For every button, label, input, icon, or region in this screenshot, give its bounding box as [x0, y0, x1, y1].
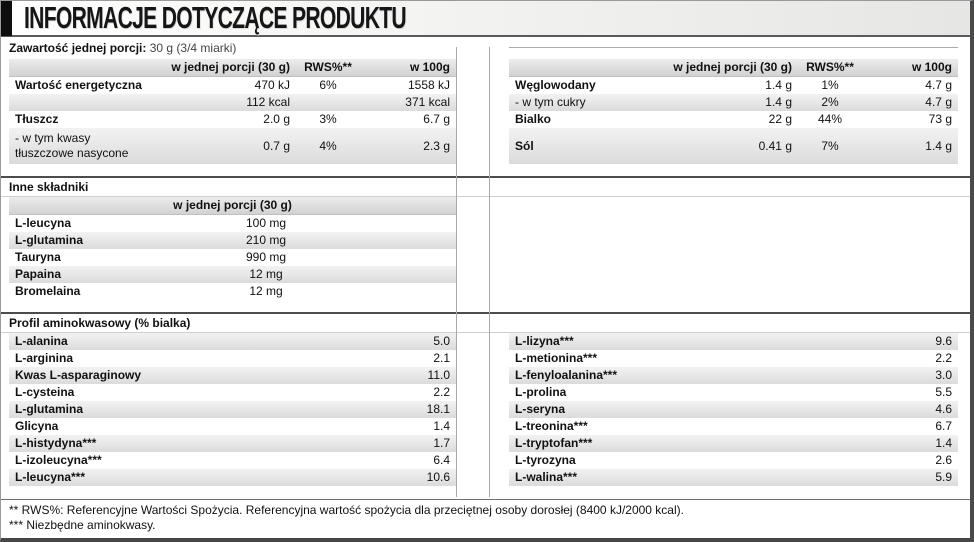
value-per-100g: 4.7 g — [925, 95, 952, 109]
row-label: L-glutamina — [15, 233, 83, 247]
serving-size-row — [1, 37, 970, 59]
page-title: INFORMACJE DOTYCZĄCE PRODUKTU — [24, 0, 406, 35]
table-row — [509, 469, 958, 486]
value-rws: 6% — [319, 78, 337, 92]
table-row — [509, 128, 958, 164]
row-label: L-leucyna — [15, 216, 72, 230]
table-row — [9, 333, 456, 350]
other-ingredients-section — [1, 176, 970, 300]
row-label: Bromelaina — [15, 284, 81, 298]
table-row — [9, 350, 456, 367]
value-rws: 4% — [319, 138, 337, 153]
footnote: ** RWS%: Referencyjne Wartości Spożycia. Referencyjna wartość spożycia dla przeciętnej osoby dorosłej (8400 kJ/2000 kcal). — [9, 503, 684, 517]
row-label: L-treonina*** — [515, 419, 588, 433]
row-value: 5.9 — [935, 470, 952, 484]
nutrition-table-left — [9, 59, 456, 164]
row-value: 1.4 — [935, 436, 952, 450]
row-label: L-tyrozyna — [515, 453, 576, 467]
row-label: L-izoleucyna*** — [15, 453, 102, 467]
table-row — [9, 128, 456, 164]
row-value: 12 mg — [249, 284, 283, 298]
row-label: Kwas L-asparaginowy — [15, 368, 142, 382]
title-bar — [1, 1, 970, 37]
table-row — [9, 215, 456, 232]
row-label: L-histydyna*** — [15, 436, 97, 450]
table-row — [9, 384, 456, 401]
value-rws: 3% — [319, 112, 337, 126]
table-row — [509, 435, 958, 452]
value-per-serving: 470 kJ — [254, 78, 290, 92]
value-per-serving: 0.41 g — [758, 138, 792, 153]
row-label: L-metionina*** — [515, 351, 598, 365]
row-label: Papaina — [15, 267, 62, 281]
table-row — [9, 469, 456, 486]
table-row — [9, 111, 456, 128]
row-value: 3.0 — [935, 368, 952, 382]
footnote: *** Niezbędne aminokwasy. — [9, 518, 156, 532]
row-value: 9.6 — [935, 334, 952, 348]
column-header-rws: RWS%** — [304, 60, 352, 74]
row-value: 1.4 — [433, 419, 450, 433]
right-table-top-line — [509, 47, 958, 48]
row-label: L-alanina — [15, 334, 68, 348]
column-header-per-serving: w jednej porcji (30 g) — [173, 198, 292, 212]
table-row — [9, 249, 456, 266]
row-value: 10.6 — [426, 470, 450, 484]
row-label: - w tym kwasy tłuszczowe nasycone — [15, 131, 129, 160]
nutrition-header-row — [9, 59, 456, 77]
amino-table-right — [509, 333, 958, 486]
serving-size-label: Zawartość jednej porcji: — [9, 41, 147, 55]
row-value: 5.0 — [433, 334, 450, 348]
row-label: Wartość energetyczna — [15, 78, 142, 92]
table-row — [509, 333, 958, 350]
table-row — [9, 232, 456, 249]
row-label: L-lizyna*** — [515, 334, 574, 348]
row-value: 12 mg — [249, 267, 283, 281]
row-value: 6.7 — [935, 419, 952, 433]
table-row — [9, 401, 456, 418]
value-per-serving: 112 kcal — [246, 95, 290, 109]
row-label: Glicyna — [15, 419, 59, 433]
row-label: L-glutamina — [15, 402, 83, 416]
value-per-100g: 4.7 g — [925, 78, 952, 92]
column-header-per-100g: w 100g — [911, 60, 952, 74]
table-row — [509, 94, 958, 111]
table-row — [9, 418, 456, 435]
section-title: Inne składniki — [1, 178, 970, 197]
table-row — [9, 452, 456, 469]
value-rws: 7% — [821, 138, 839, 153]
column-gap — [456, 59, 509, 164]
table-row — [509, 77, 958, 94]
nutrition-header-row — [509, 59, 958, 77]
value-per-serving: 1.4 g — [765, 95, 792, 109]
black-accent-block — [1, 0, 12, 36]
row-value: 2.2 — [433, 385, 450, 399]
table-row — [509, 384, 958, 401]
value-per-serving: 2.0 g — [263, 112, 290, 126]
row-value: 2.6 — [935, 453, 952, 467]
row-value: 2.2 — [935, 351, 952, 365]
row-label: - w tym cukry — [515, 95, 586, 109]
table-row — [509, 452, 958, 469]
value-per-100g: 2.3 g — [423, 138, 450, 153]
value-rws: 44% — [817, 112, 843, 126]
table-row — [9, 283, 456, 300]
column-header-per-serving: w jednej porcji (30 g) — [171, 60, 290, 74]
value-per-100g: 1558 kJ — [407, 78, 450, 92]
row-label: Węglowodany — [515, 78, 596, 92]
value-rws: 1% — [821, 78, 839, 92]
table-row — [9, 266, 456, 283]
table-row — [509, 350, 958, 367]
value-per-100g: 1.4 g — [925, 138, 952, 153]
table-row — [509, 367, 958, 384]
row-label: Tauryna — [15, 250, 61, 264]
center-divider-line — [489, 47, 490, 497]
row-label: L-arginina — [15, 351, 74, 365]
row-label: Sól — [515, 138, 534, 153]
value-per-serving: 0.7 g — [263, 138, 290, 153]
table-row — [509, 111, 958, 128]
row-value: 2.1 — [433, 351, 450, 365]
table-row — [9, 367, 456, 384]
section-title: Profil aminokwasowy (% bialka) — [1, 314, 970, 333]
nutrition-section — [1, 59, 970, 164]
column-gap — [456, 333, 509, 486]
amino-table-left — [9, 333, 456, 486]
column-header-rws: RWS%** — [806, 60, 854, 74]
left-table-edge-line — [456, 47, 457, 497]
row-value: 6.4 — [433, 453, 450, 467]
value-rws: 2% — [821, 95, 839, 109]
value-per-serving: 22 g — [768, 112, 792, 126]
row-value: 4.6 — [935, 402, 952, 416]
row-value: 210 mg — [245, 233, 287, 247]
column-header-per-serving: w jednej porcji (30 g) — [673, 60, 792, 74]
row-label: Tłuszcz — [15, 112, 59, 126]
row-value: 5.5 — [935, 385, 952, 399]
table-row — [9, 77, 456, 94]
table-row — [509, 401, 958, 418]
row-label: Bialko — [515, 112, 552, 126]
column-header-per-100g: w 100g — [409, 60, 450, 74]
amino-profile-section — [1, 312, 970, 486]
other-ingredients-header-row — [9, 197, 456, 215]
row-value: 18.1 — [426, 402, 450, 416]
row-label: L-seryna — [515, 402, 566, 416]
row-label: L-tryptofan*** — [515, 436, 593, 450]
other-ingredients-table — [9, 197, 456, 300]
row-label: L-leucyna*** — [15, 470, 86, 484]
row-value: 1.7 — [433, 436, 450, 450]
serving-size-value: 30 g (3/4 miarki) — [149, 41, 237, 55]
footnotes — [1, 499, 970, 538]
row-label: L-prolina — [515, 385, 567, 399]
value-per-100g: 371 kcal — [405, 95, 450, 109]
table-row — [9, 94, 456, 111]
table-row — [9, 435, 456, 452]
table-row — [509, 418, 958, 435]
row-value: 11.0 — [427, 368, 450, 382]
value-per-serving: 1.4 g — [765, 78, 792, 92]
value-per-100g: 73 g — [928, 112, 952, 126]
row-value: 990 mg — [245, 250, 287, 264]
row-value: 100 mg — [245, 216, 287, 230]
row-label: L-fenyloalanina*** — [515, 368, 618, 382]
row-label: L-walina*** — [515, 470, 578, 484]
value-per-100g: 6.7 g — [423, 112, 450, 126]
nutrition-table-right — [509, 59, 958, 164]
row-label: L-cysteina — [15, 385, 75, 399]
